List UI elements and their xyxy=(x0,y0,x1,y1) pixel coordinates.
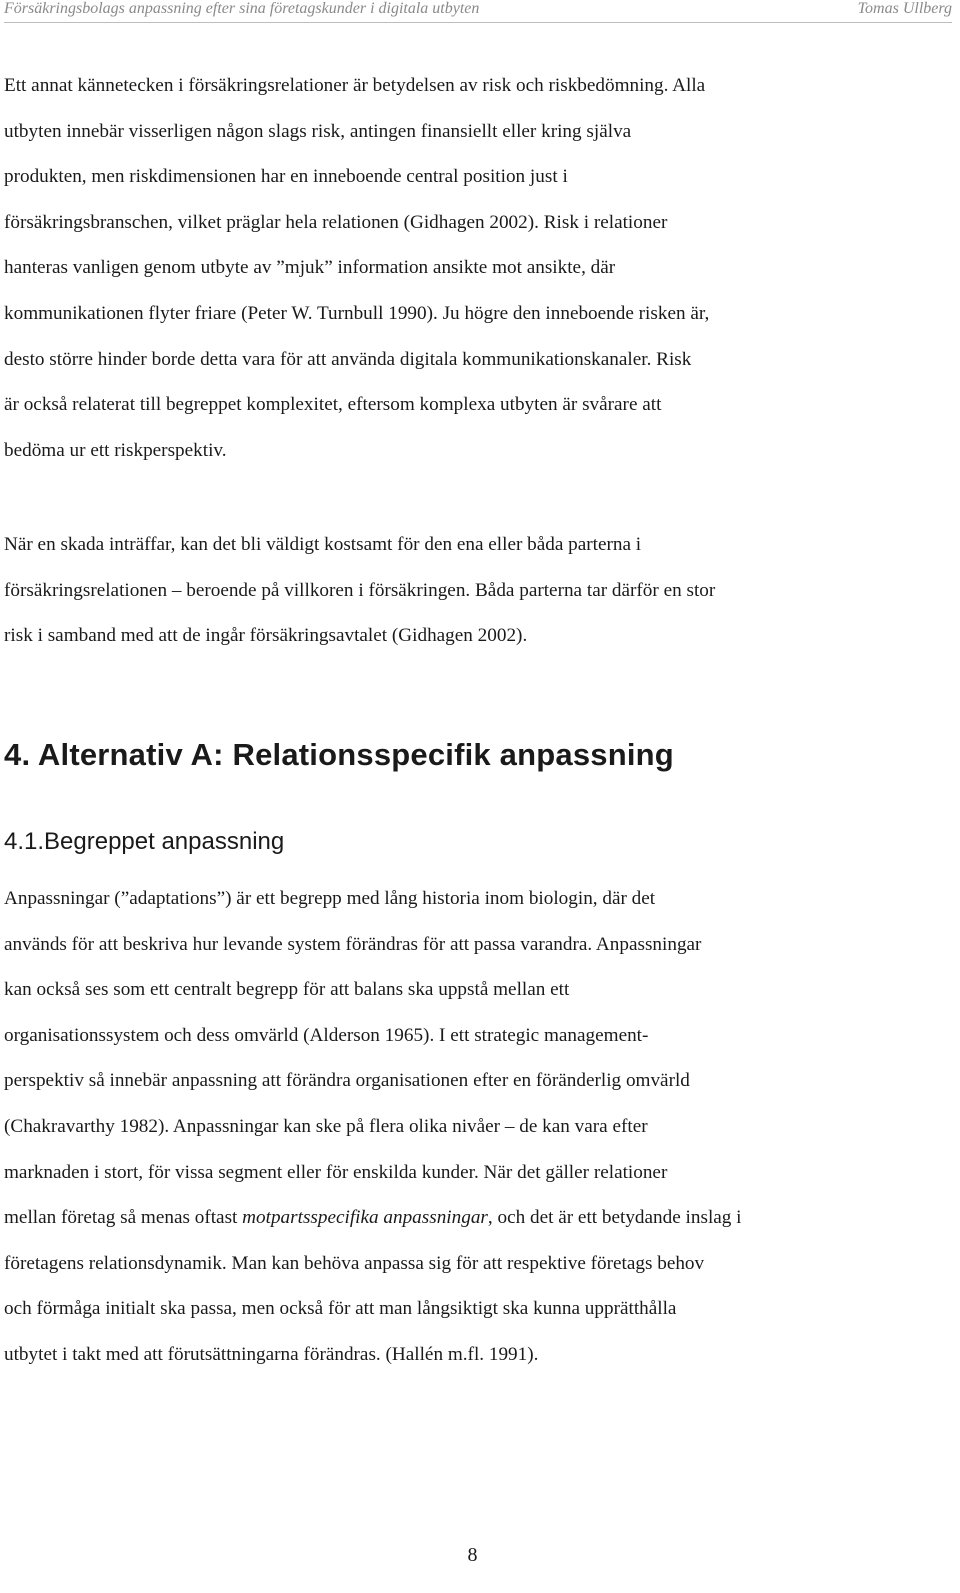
text-line: hanteras vanligen genom utbyte av ”mjuk” information ansikte mot ansikte, där xyxy=(4,257,616,279)
subsection-heading xyxy=(4,824,284,860)
subsection-number: 4.1. xyxy=(4,828,45,855)
text-line: är också relaterat till begreppet komplexitet, eftersom komplexa utbyten är svårare att xyxy=(4,394,662,416)
text-line: bedöma ur ett riskperspektiv. xyxy=(4,439,227,461)
paragraph-risk xyxy=(4,63,949,473)
text-line: utbyten innebär visserligen någon slags risk, antingen finansiellt eller kring själva xyxy=(4,120,632,142)
text-line: marknaden i stort, för vissa segment eller för enskilda kunder. När det gäller relationer xyxy=(4,1161,668,1183)
text-line: försäkringsrelationen – beroende på villkoren i försäkringen. Båda parterna tar därför en stor xyxy=(4,579,716,601)
page-number: 8 xyxy=(467,1544,478,1566)
header-author: Tomas Ullberg xyxy=(857,0,952,17)
text-line: kommunikationen flyter friare (Peter W. Turnbull 1990). Ju högre den inneboende risken är, xyxy=(4,302,710,324)
section-heading: 4. Alternativ A: Relationsspecifik anpassning xyxy=(4,737,674,772)
text-line: försäkringsbranschen, vilket präglar hela relationen (Gidhagen 2002). Risk i relationer xyxy=(4,211,668,233)
text-line: risk i samband med att de ingår försäkringsavtalet (Gidhagen 2002). xyxy=(4,625,528,647)
text-line: desto större hinder borde detta vara för att använda digitala kommunikationskanaler. Risk xyxy=(4,348,692,370)
text-line: (Chakravarthy 1982). Anpassningar kan ske på flera olika nivåer – de kan vara efter xyxy=(4,1115,648,1137)
paragraph-damage xyxy=(4,522,949,659)
text-line: perspektiv så innebär anpassning att förändra organisationen efter en föränderlig omvärld xyxy=(4,1070,690,1092)
text-line: företagens relationsdynamik. Man kan behöva anpassa sig för att respektive företags behov xyxy=(4,1252,705,1274)
running-header xyxy=(4,0,952,23)
text-line: Ett annat kännetecken i försäkringsrelationer är betydelsen av risk och riskbedömning. Alla xyxy=(4,75,706,96)
text-segment: , och det är ett betydande inslag i xyxy=(487,1207,742,1229)
text-line: organisationssystem och dess omvärld (Alderson 1965). I ett strategic management- xyxy=(4,1024,649,1046)
text-line: När en skada inträffar, kan det bli väldigt kostsamt för den ena eller båda parterna i xyxy=(4,534,642,555)
text-line: produkten, men riskdimensionen har en inneboende central position just i xyxy=(4,166,568,188)
subsection-title: Begreppet anpassning xyxy=(44,828,285,855)
emphasized-term: motpartsspecifika anpassningar xyxy=(242,1207,488,1229)
text-line-with-emphasis xyxy=(4,1195,949,1241)
text-segment: mellan företag så menas oftast xyxy=(4,1207,243,1229)
text-line: och förmåga initialt ska passa, men också för att man långsiktigt ska kunna upprätthålla xyxy=(4,1298,677,1320)
paragraph-adaptation xyxy=(4,876,949,1378)
text-line: används för att beskriva hur levande system förändras för att passa varandra. Anpassningar xyxy=(4,933,702,955)
text-line: Anpassningar (”adaptations”) är ett begrepp med lång historia inom biologin, där det xyxy=(4,888,656,909)
text-line: utbytet i takt med att förutsättningarna förändras. (Hallén m.fl. 1991). xyxy=(4,1343,539,1365)
text-line: kan också ses som ett centralt begrepp för att balans ska uppstå mellan ett xyxy=(4,979,570,1001)
header-title: Försäkringsbolags anpassning efter sina företagskunder i digitala utbyten xyxy=(4,0,480,17)
